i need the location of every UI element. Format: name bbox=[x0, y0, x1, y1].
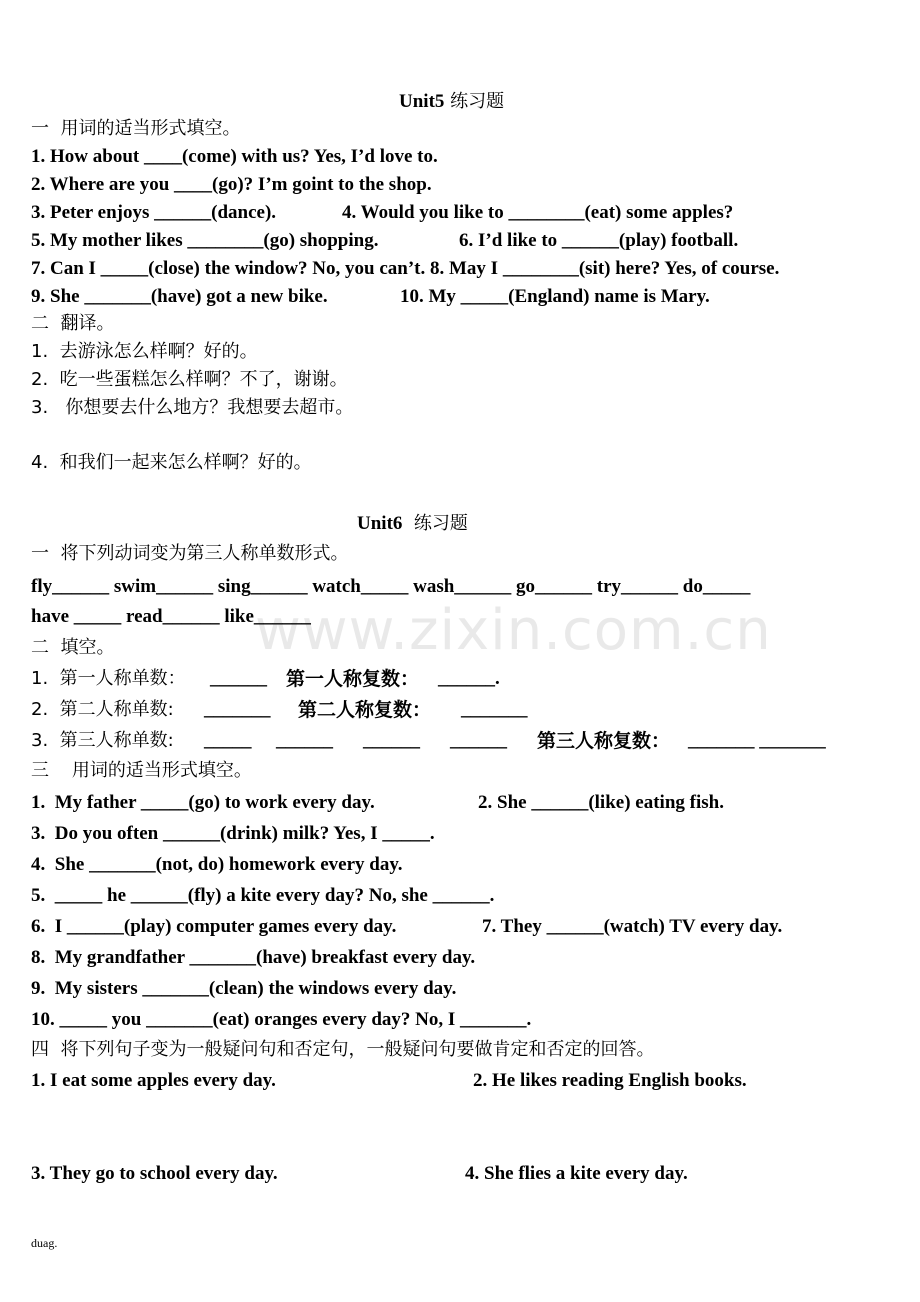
unit5-translate-4: 4. 和我们一起来怎么样啊？好的。 bbox=[31, 452, 312, 473]
unit6-section3-heading: 三 用词的适当形式填空。 bbox=[31, 760, 252, 781]
unit6-verbs-row1: fly______ swim______ sing______ watch_____ wash______ go______ try______ do_____ bbox=[31, 576, 751, 597]
unit6-fill-q5: 5. _____ he ______(fly) a kite every day? No, she ______. bbox=[31, 885, 495, 906]
unit6-section4-heading: 四 将下列句子变为一般疑问句和否定句，一般疑问句要做肯定和否定的回答。 bbox=[31, 1039, 655, 1060]
watermark: www.zixin.com.cn bbox=[255, 598, 772, 663]
unit6-fill-q7: 7. They ______(watch) TV every day. bbox=[482, 916, 783, 937]
unit5-q6: 6. I’d like to ______(play) football. bbox=[459, 230, 739, 251]
unit6-fill-q8: 8. My grandfather _______(have) breakfast every day. bbox=[31, 947, 476, 968]
unit6-transform-q1: 1. I eat some apples every day. bbox=[31, 1070, 276, 1091]
unit6-fill-q6: 6. I ______(play) computer games every day. bbox=[31, 916, 397, 937]
unit6-person3-blank-2: ______ bbox=[276, 730, 333, 751]
unit5-section1-heading: 一 用词的适当形式填空。 bbox=[31, 118, 241, 139]
unit5-title-en: Unit5 bbox=[399, 91, 445, 112]
unit6-person1-plural-label: 第一人称复数： bbox=[286, 668, 420, 690]
unit6-fill-q10: 10. _____ you _______(eat) oranges every day? No, I _______. bbox=[31, 1009, 532, 1030]
unit6-title-en: Unit6 bbox=[357, 513, 403, 534]
unit5-q5: 5. My mother likes ________(go) shopping. bbox=[31, 230, 379, 251]
unit6-person3-blank-3: ______ bbox=[363, 730, 420, 751]
unit6-person3-plural-blanks: _______ _______ bbox=[688, 730, 826, 751]
unit5-q2: 2. Where are you ____(go)? I’m goint to the shop. bbox=[31, 174, 432, 195]
unit6-title bbox=[357, 512, 468, 536]
unit6-title-cn: 练习题 bbox=[402, 513, 468, 534]
unit5-q7-q8: 7. Can I _____(close) the window? No, you can’t. 8. May I ________(sit) here? Yes, of course. bbox=[31, 258, 780, 279]
unit6-fill-q2: 2. She ______(like) eating fish. bbox=[478, 792, 724, 813]
unit5-q9: 9. She _______(have) got a new bike. bbox=[31, 286, 328, 307]
unit5-translate-3: 3. 你想要去什么地方？我想要去超市。 bbox=[31, 397, 354, 418]
unit5-title-cn: 练习题 bbox=[444, 91, 505, 112]
unit6-verbs-row2: have _____ read______ like______ bbox=[31, 606, 311, 627]
unit6-section2-heading: 二 填空。 bbox=[31, 637, 115, 658]
unit6-person2-singular-blank: _______ bbox=[204, 699, 271, 720]
unit5-q4: 4. Would you like to ________(eat) some apples? bbox=[342, 202, 734, 223]
unit5-q1: 1. How about ____(come) with us? Yes, I’d love to. bbox=[31, 146, 438, 167]
unit6-person1-singular-blank: ______ bbox=[210, 668, 267, 689]
unit6-person3-plural-label: 第三人称复数： bbox=[537, 730, 671, 752]
footer-text: duag. bbox=[31, 1236, 58, 1250]
unit5-title bbox=[399, 90, 504, 114]
unit6-transform-q2: 2. He likes reading English books. bbox=[473, 1070, 747, 1091]
unit6-fill-q4: 4. She _______(not, do) homework every day. bbox=[31, 854, 403, 875]
unit6-fill-q9: 9. My sisters _______(clean) the windows every day. bbox=[31, 978, 457, 999]
unit5-translate-2: 2. 吃一些蛋糕怎么样啊？不了，谢谢。 bbox=[31, 369, 348, 390]
unit6-person3-blank-4: ______ bbox=[450, 730, 507, 751]
unit6-person3-singular-label: 3. 第三人称单数: bbox=[31, 730, 174, 751]
unit6-fill-q3: 3. Do you often ______(drink) milk? Yes, I _____. bbox=[31, 823, 435, 844]
unit5-q3: 3. Peter enjoys ______(dance). bbox=[31, 202, 277, 223]
unit6-person3-blank-1: _____ bbox=[204, 730, 252, 751]
unit6-person2-singular-label: 2. 第二人称单数: bbox=[31, 699, 174, 720]
unit6-transform-q4: 4. She flies a kite every day. bbox=[465, 1163, 688, 1184]
unit5-translate-1: 1. 去游泳怎么样啊？好的。 bbox=[31, 341, 258, 362]
unit6-person2-plural-blank: _______ bbox=[461, 699, 528, 720]
unit6-fill-q1: 1. My father _____(go) to work every day. bbox=[31, 792, 375, 813]
unit6-section1-heading: 一 将下列动词变为第三人称单数形式。 bbox=[31, 543, 349, 564]
unit5-q10: 10. My _____(England) name is Mary. bbox=[400, 286, 710, 307]
unit6-person1-singular-label: 1. 第一人称单数： bbox=[31, 668, 186, 689]
unit6-transform-q3: 3. They go to school every day. bbox=[31, 1163, 278, 1184]
unit6-person2-plural-label: 第二人称复数： bbox=[298, 699, 432, 721]
unit5-section2-heading: 二 翻译。 bbox=[31, 313, 115, 334]
unit6-person1-plural-blank: ______. bbox=[438, 668, 500, 689]
